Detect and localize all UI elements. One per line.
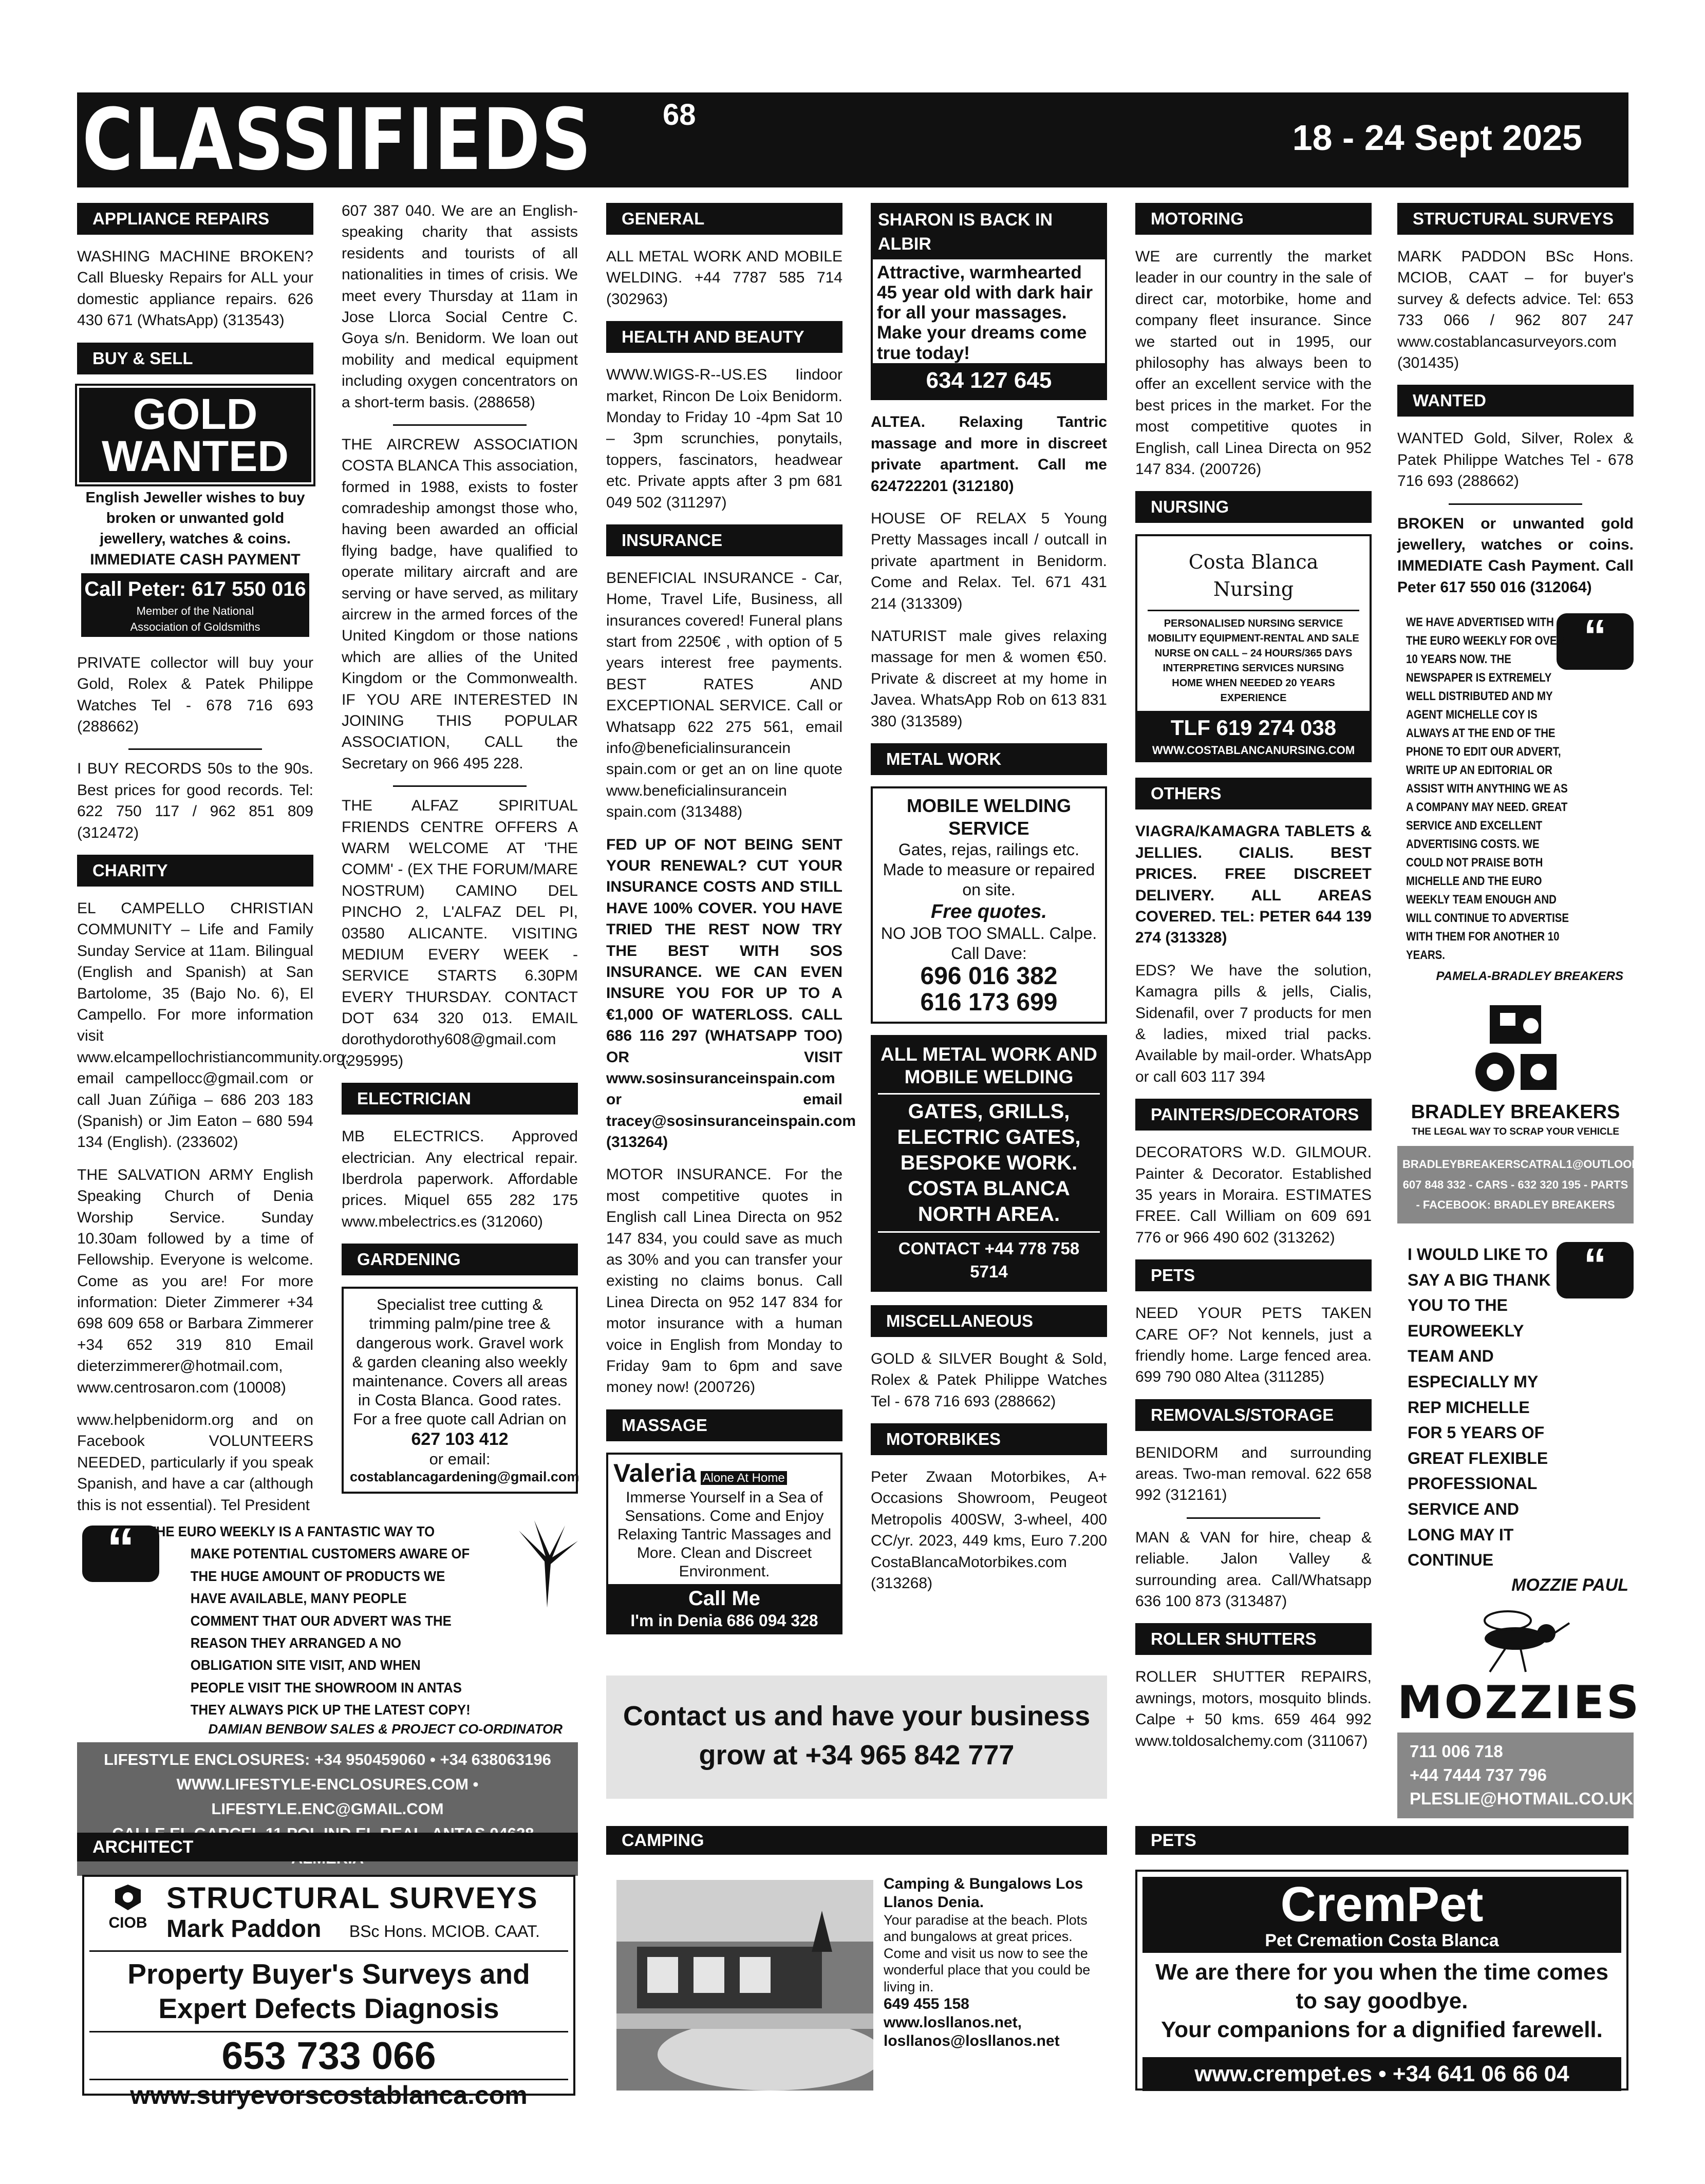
classified-ad: ALTEA. Relaxing Tantric massage and more in discreet private apartment. Call me 624722201 (312180) [871, 413, 1107, 495]
architect-heading-row [84, 1877, 573, 1943]
classified-ad: Peter Zwaan Motorbikes, A+ Occasions Showroom, Peugeot Metropolis 400SW, 3-wheel, 400 CC/yr. 2023, 449 kms, Euro 7.200 CostaBlancaMotorbikes.com (313268) [871, 1468, 1107, 1592]
quote-icon: “ [1557, 613, 1634, 670]
category-header: INSURANCE [606, 524, 842, 556]
valeria-title-row [608, 1458, 840, 1489]
welding-free: Free quotes. [931, 900, 1047, 922]
classified-ad: WANTED Gold, Silver, Rolex & Patek Philippe Watches Tel - 678 716 693 (288662) [1397, 430, 1634, 490]
classified-ad: WE are currently the market leader in our country in the sale of direct car, motorbike, home and company fleet insurance. Since we started out in 1995, our philosophy has always been to offer an excellent service with the best prices in the market. For the most competitive quotes in English, call Linea Directa on 952 147 834. (200726) [1135, 248, 1372, 478]
gardening-phone: 627 103 412 [411, 1429, 509, 1449]
lifestyle-testimonial [77, 1517, 578, 1876]
category-header: METAL WORK [871, 743, 1107, 775]
crempet-subtitle: Pet Cremation Costa Blanca [1265, 1930, 1499, 1950]
classified-ad: NEED YOUR PETS TAKEN CARE OF? Not kennels, just a friendly home. Large fenced area. 699 790 080 Altea (311285) [1135, 1305, 1372, 1386]
category-header: ARCHITECT [77, 1833, 578, 1861]
contact-banner-line-1: Contact us and have your business [623, 1701, 1091, 1731]
column-1 [77, 203, 349, 1527]
bradley-tagline: THE LEGAL WAY TO SCRAP YOUR VEHICLE [1411, 1126, 1619, 1138]
valeria-phone: I'm in Denia 686 094 328 [630, 1611, 818, 1630]
gardening-ad [342, 1287, 578, 1494]
camping-text: Your paradise at the beach. Plots and bungalows at great prices. Come and visit us now to see the wonderful place that you could be living in. [884, 1912, 1091, 1994]
camping-phone: 649 455 158 [884, 1995, 969, 2012]
mosquito-icon [1459, 1603, 1572, 1674]
camping-web: www.losllanos.net, [884, 2013, 1022, 2031]
gardening-email-label: or email: [429, 1450, 491, 1468]
sharon-body [873, 259, 1105, 363]
classified-ad: www.helpbenidorm.org and on Facebook VOLUNTEERS NEEDED, particularly if you speak Spanish, and have a car (although this is not essential). Tel President [77, 1411, 313, 1514]
gold-wanted-call-box [81, 573, 309, 637]
classified-ad: ALL METAL WORK AND MOBILE WELDING. +44 7787 585 714 (302963) [606, 248, 842, 308]
crempet-message [1137, 1958, 1626, 2045]
category-header: OTHERS [1135, 778, 1372, 809]
nursing-web: WWW.COSTABLANCANURSING.COM [1152, 744, 1355, 757]
welding-text: Gates, rejas, railings etc. Made to measure or repaired on site. [883, 840, 1095, 899]
camping-ad [606, 1875, 1107, 2096]
nursing-phone: TLF 619 274 038 [1170, 716, 1337, 740]
divider [1449, 503, 1582, 505]
ciob-label: CIOB [108, 1914, 147, 1931]
category-header: PETS [1135, 1259, 1372, 1291]
column-6 [1397, 203, 1670, 1818]
gold-wanted-title: GOLD WANTED [77, 386, 313, 484]
category-header: REMOVALS/STORAGE [1135, 1399, 1372, 1431]
architect-phone: 653 733 066 [221, 2034, 436, 2077]
category-header: ELECTRICIAN [342, 1083, 578, 1115]
camping-title: Camping & Bungalows Los Llanos Denia. [884, 1875, 1083, 1911]
allmetal-text: GATES, GRILLS, ELECTRIC GATES, BESPOKE WORK. COSTA BLANCA NORTH AREA. [878, 1099, 1100, 1233]
category-header: CAMPING [606, 1826, 1107, 1855]
quote-icon: “ [1557, 1242, 1634, 1298]
bradley-logo [1397, 1000, 1634, 1139]
classified-ad: BENIDORM and surrounding areas. Two-man removal. 622 658 992 (312161) [1135, 1444, 1372, 1504]
category-header: HEALTH AND BEAUTY [606, 321, 842, 353]
architect-desc [89, 1950, 568, 2032]
column-4 [871, 203, 1107, 1605]
welding-title: MOBILE WELDING SERVICE [907, 795, 1071, 839]
sharon-text: Attractive, warmhearted 45 year old with dark hair for all your massages. Make your dreams come true today! [877, 262, 1093, 363]
welding-phone-2: 616 173 699 [920, 988, 1058, 1016]
testimonial-signature: DAMIAN BENBOW SALES & PROJECT CO-ORDINATOR [208, 1721, 563, 1737]
quote-icon: “ [82, 1526, 159, 1582]
gold-wanted-ad [77, 386, 313, 637]
nursing-logo: Costa Blanca Nursing [1148, 541, 1359, 611]
crempet-name: CremPet [1280, 1877, 1484, 1932]
section-title: CLASSIFIEDS [82, 90, 592, 189]
classified-ad: THE SALVATION ARMY English Speaking Church of Denia Worship Service. Sunday 10.30am followed by a time of Fellowship. Everyone is welcome. Come as you are! For more information: Dieter Zimmerer +34 698 609 658 or Barbara Zimmerer +34 652 319 810 Email dieterzimmerer@hotmail.com, www.centrosaron.com (10008) [77, 1166, 313, 1396]
mozzies-phone-1: 711 006 718 [1410, 1742, 1503, 1761]
valeria-ad [606, 1453, 842, 1634]
camping-email: losllanos@losllanos.net [884, 2032, 1060, 2049]
category-header: BUY & SELL [77, 343, 313, 374]
contact-banner [606, 1675, 1107, 1799]
classified-ad: VIAGRA/KAMAGRA TABLETS & JELLIES. CIALIS. BEST PRICES. FREE DISCREET DELIVERY. ALL AREAS COVERED. TEL: PETER 644 139 274 (313328) [1135, 823, 1372, 947]
classified-ad: FED UP OF NOT BEING SENT YOUR RENEWAL? CUT YOUR INSURANCE COSTS AND STILL HAVE 100% COVER. YOU HAVE TRIED THE REST NOW TRY THE BEST WITH SOS INSURANCE. WE CAN EVEN INSURE YOU FOR UP TO A €1,000 OF WATERLOSS. CALL 686 116 297 (WHATSAPP TOO) OR VISIT www.sosinsuranceinspain.com or email tracey@sosinsuranceinspain.com (313264) [606, 836, 856, 1151]
classified-ad: DECORATORS W.D. GILMOUR. Painter & Decorator. Established 35 years in Moraira. ESTIMATES FREE. Call William on 609 691 776 or 966 490 602 (313262) [1135, 1144, 1372, 1246]
classified-ad: GOLD & SILVER Bought & Sold, Rolex & Patek Philippe Watches Tel - 678 716 693 (288662) [871, 1350, 1107, 1410]
gold-wanted-text: English Jeweller wishes to buy broken or unwanted gold jewellery, watches & coins. [85, 489, 305, 547]
valeria-call-box [608, 1584, 840, 1632]
nursing-contact-box [1137, 711, 1370, 760]
classified-ad: MB ELECTRICS. Approved electrician. Any electrical repair. Iberdrola paperwork. Affordable prices. Miquel 655 282 175 www.mbelectrics.es (312060) [342, 1128, 578, 1230]
category-header: STRUCTURAL SURVEYS [1397, 203, 1634, 235]
nursing-ad [1135, 534, 1372, 762]
classified-ad: EDS? We have the solution, Kamagra pills & jells, Cialis, Sidenafil, over 7 products for men & ladies, mixed trial packs. Available by mail-order. WhatsApp or call 603 117 394 [1135, 962, 1372, 1085]
classified-ad: WASHING MACHINE BROKEN? Call Bluesky Repairs for ALL your domestic appliance repairs. 626 430 671 (WhatsApp) (313543) [77, 248, 313, 329]
architect-line-1: Property Buyer's Surveys and [127, 1957, 530, 1990]
mozzies-email: PLESLIE@HOTMAIL.CO.UK [1410, 1789, 1634, 1809]
architect-quals: BSc Hons. MCIOB. CAAT. [349, 1922, 540, 1941]
divider [393, 785, 527, 787]
classified-ad: THE AIRCREW ASSOCIATION COSTA BLANCA This association, formed in 1988, exists to foster comradeship amongst those who, having been awarded an official flying badge, have qualified to operate military aircraft and are serving or have served, as military aircrew in the armed forces of the United Kingdom or those nations which are allies of the United Kingdom or the Commonwealth. IF YOU ARE INTERESTED IN JOINING THIS POPULAR ASSOCIATION, CALL the Secretary on 966 495 228. [342, 436, 578, 772]
testimonial-signature: PAMELA-BRADLEY BREAKERS [1436, 969, 1623, 984]
architect-title-block [161, 1882, 563, 1943]
valeria-name: Valeria [613, 1458, 697, 1488]
column-5 [1135, 203, 1372, 1763]
gold-wanted-call: Call Peter: 617 550 016 [84, 578, 306, 600]
allmetal-title: ALL METAL WORK AND MOBILE WELDING [878, 1043, 1100, 1095]
bradley-name: BRADLEY BREAKERS [1411, 1101, 1620, 1123]
category-header: GENERAL MAINTENANCE [606, 203, 842, 235]
crempet-line-1: We are there for you when the time comes [1155, 1959, 1608, 1985]
welding-ad [871, 786, 1107, 1024]
crempet-line-3: Your companions for a dignified farewell. [1161, 2017, 1603, 2043]
car-parts-icon [1464, 1000, 1567, 1093]
classified-ad: HOUSE OF RELAX 5 Young Pretty Massages incall / outcall in private apartment in Benidorm. Come and Relax. Tel. 671 431 214 (313309) [871, 510, 1107, 612]
crempet-header [1142, 1877, 1621, 1953]
mozzies-name: MOZZIES [1397, 1676, 1641, 1729]
contact-banner-line-2: grow at +34 965 842 777 [699, 1739, 1015, 1771]
valeria-tagline: Alone At Home [701, 1471, 787, 1485]
sharon-phone: 634 127 645 [873, 363, 1105, 399]
bungalow-photo-icon [616, 1880, 873, 2091]
category-header: MISCELLANEOUS [871, 1305, 1107, 1337]
gold-wanted-member: Member of the National Association of Goldsmiths [130, 605, 260, 633]
allmetal-ad [871, 1035, 1107, 1292]
category-header: PETS [1135, 1826, 1628, 1855]
gardening-text: Specialist tree cutting & trimming palm/pine tree & dangerous work. Gravel work & garden cleaning also weekly maintenance. Covers all areas in Costa Blanca. Good rates. For a free quote call Adrian on [352, 1295, 568, 1428]
welding-phone-1: 696 016 382 [920, 963, 1058, 990]
classified-ad: PRIVATE collector will buy your Gold, Rolex & Patek Philippe Watches Tel - 678 716 693 (288662) [77, 654, 313, 736]
classified-ad: I BUY RECORDS 50s to the 90s. Best prices for good records. Tel: 622 750 117 / 962 851 809 (312472) [77, 760, 313, 841]
allmetal-contact: CONTACT +44 778 758 5714 [898, 1238, 1080, 1282]
category-header: ROLLER SHUTTERS [1135, 1623, 1372, 1655]
ciob-logo [95, 1882, 161, 1931]
divider [393, 424, 527, 426]
mozzies-phone-2: +44 7444 737 796 [1410, 1765, 1547, 1785]
classified-ad: 607 387 040. We are an English-speaking charity that assists residents and tourists of all nationalities in times of crisis. We meet every Thursday at 11am in Jose Llorca Social Centre C. Goya s/n. Benidorm. We loan out mobility and medical equipment including oxygen concentrators on a short-term basis. (288658) [342, 202, 578, 411]
lifestyle-web: WWW.LIFESTYLE-ENCLOSURES.COM • LIFESTYLE.ENC@GMAIL.COM [176, 1775, 479, 1818]
crempet-line-2: to say goodbye. [1296, 1988, 1468, 2014]
classified-ad: MOTOR INSURANCE. For the most competitive quotes in English call Linea Directa on 952 147 834, you could save as much as 30% and you can transfer your existing no claims bonus. Call Linea Directa on 952 147 834 for motor insurance with a human voice in English from Monday to Friday 9am to 6pm and save money now! (200726) [606, 1166, 842, 1396]
category-header: GARDENING [342, 1244, 578, 1275]
architect-line-2: Expert Defects Diagnosis [158, 1992, 499, 2024]
mozzies-contact [1397, 1733, 1634, 1818]
divider [128, 748, 262, 750]
classified-ad: THE ALFAZ SPIRITUAL FRIENDS CENTRE OFFERS A WARM WELCOME AT 'THE COMM' - (EX THE FORUM/MARE NOSTRUM) CAMINO DEL PINCHO 2, L'ALFAZ DEL PI, 03580 ALICANTE. VISITING MEDIUM EVERY WEEK - SERVICE STARTS 6.30PM EVERY THURSDAY. CONTACT DOT 634 320 013. EMAIL dorothydorothy608@gmail.com (295995) [342, 797, 578, 1069]
architect-web: www.suryevorscostablanca.com [89, 2079, 568, 2110]
ciob-crest-icon [105, 1882, 151, 1913]
testimonial-signature: MOZZIE PAUL [1511, 1575, 1628, 1595]
classified-ad: MAN & VAN for hire, cheap & reliable. Jalon Valley & surrounding area. Call/Whatsapp 636 100 873 (313487) [1135, 1529, 1372, 1610]
camping-text-block [884, 1875, 1104, 2050]
classified-ad: BENEFICIAL INSURANCE - Car, Home, Travel Life, Business, all insurances covered! Funeral plans start from 2250€ , with option of 5 years interest free payments. BEST RATES AND EXCEPTIONAL SERVICE. Call or Whatsapp 622 275 561, email info@beneficialinsurancein spain.com or get an on line quote www.beneficialinsurancein spain.com (313488) [606, 569, 842, 821]
divider [1187, 1517, 1320, 1519]
valeria-call: Call Me [688, 1587, 761, 1610]
classified-ad: BROKEN or unwanted gold jewellery, watches or coins. IMMEDIATE Cash Payment. Call Peter 617 550 016 (312064) [1397, 515, 1634, 596]
nursing-text: PERSONALISED NURSING SERVICE MOBILITY EQUIPMENT-RENTAL AND SALE NURSE ON CALL – 24 HOURS/365 DAYS INTERPRETING SERVICES NURSING HOME WHEN NEEDED 20 YEARS EXPERIENCE [1148, 618, 1359, 704]
architect-name-row [166, 1915, 563, 1943]
crempet-ad [1135, 1870, 1628, 2091]
classified-ad: EL CAMPELLO CHRISTIAN COMMUNITY – Life and Family Sunday Service at 11am. Bilingual (English and Spanish) at San Bartolome, 35 (Bajo No. 6), El Campello. For more information visit www.elcampellochristiancommunity.org, email campellocc@gmail.com or call Juan Zúñiga – 686 203 183 (Spanish) or Jim Eaton – 680 594 134 (English). (233602) [77, 900, 349, 1151]
architect-title: STRUCTURAL SURVEYS [166, 1881, 538, 1915]
column-2 [342, 200, 578, 1505]
gold-wanted-cash: IMMEDIATE CASH PAYMENT [90, 551, 301, 568]
page-number: 68 [663, 98, 696, 131]
mozzies-logo [1397, 1603, 1641, 1729]
category-header: WANTED [1397, 385, 1634, 417]
classified-ad: NATURIST male gives relaxing massage for men & women €50. Private & discreet at my home in Javea. WhatsApp Rob on 613 831 380 (313589) [871, 627, 1107, 730]
column-3 [606, 203, 856, 1646]
classified-ad: ROLLER SHUTTER REPAIRS, awnings, motors, mosquito blinds. Calpe + 50 kms. 659 464 992 www.toldosalchemy.com (311067) [1135, 1668, 1372, 1749]
category-header: APPLIANCE REPAIRS [77, 203, 313, 235]
architect-name: Mark Paddon [166, 1915, 322, 1943]
testimonial-text: WE HAVE ADVERTISED WITH THE EURO WEEKLY FOR OVER 10 YEARS NOW. THE NEWSPAPER IS EXTREMELY WELL DISTRIBUTED AND MY AGENT MICHELLE COY IS ALWAYS AT THE END OF THE PHONE TO EDIT OUR ADVERT, WRITE UP AN EDITORIAL OR ASSIST WITH ANYTHING WE AS A COMPANY MAY NEED. GREAT SERVICE AND EXCELLENT ADVERTISING COSTS. WE COULD NOT PRAISE BOTH MICHELLE AND THE EURO WEEKLY TEAM ENOUGH AND WILL CONTINUE TO ADVERTISE WITH THEM FOR ANOTHER 10 YEARS. [1406, 615, 1569, 963]
sharon-header: SHARON IS BACK IN ALBIR [873, 205, 1105, 259]
lifestyle-phone: LIFESTYLE ENCLOSURES: +34 950459060 • +34 638063196 [104, 1750, 551, 1768]
classified-ad: MARK PADDON BSc Hons. MCIOB, CAAT – for buyer's survey & defects advice. Tel: 653 733 066 / 962 807 247 www.costablancasurveyors.com (301435) [1397, 248, 1634, 371]
category-header: NURSING [1135, 491, 1372, 523]
sharon-ad [871, 203, 1107, 400]
valeria-text: Immerse Yourself in a Sea of Sensations. Come and Enjoy Relaxing Tantric Massages and More. Clean and Discreet Environment. [617, 1489, 832, 1580]
category-header: MOTORING [1135, 203, 1372, 235]
category-header: MASSAGE [606, 1409, 842, 1441]
issue-date: 18 - 24 Sept 2025 [1292, 118, 1582, 158]
category-header: MOTORBIKES [871, 1423, 1107, 1455]
category-header: PAINTERS/DECORATORS [1135, 1099, 1372, 1131]
category-header: CHARITY [77, 855, 313, 887]
classified-ad: WWW.WIGS-R--US.ES Iindoor market, Rincon De Loix Benidorm. Monday to Friday 10 -4pm Sat 10 – 3pm scrunchies, ponytails, toppers, fascinators, headwear etc. Private appts after 3 pm 681 049 502 (311297) [606, 366, 842, 511]
crempet-contact: www.crempet.es • +34 641 06 66 04 [1142, 2057, 1621, 2091]
architect-ad [82, 1875, 575, 2110]
bradley-contact: BRADLEYBREAKERSCATRAL1@OUTLOOK.COM 607 848 332 - CARS - 632 320 195 - PARTS - FACEBOOK: BRADLEY BREAKERS [1397, 1146, 1634, 1223]
camping-photo [616, 1880, 873, 2091]
masthead [77, 92, 1628, 187]
gardening-email: costablancagardening@gmail.com [350, 1469, 579, 1485]
welding-small: NO JOB TOO SMALL. Calpe. Call Dave: [880, 924, 1097, 963]
testimonial-text: I WOULD LIKE TO SAY A BIG THANK YOU TO THE EUROWEEKLY TEAM AND ESPECIALLY MY REP MICHELLE FOR 5 YEARS OF GREAT FLEXIBLE PROFESSIONAL SERVICE AND LONG MAY IT CONTINUE [1408, 1245, 1551, 1570]
testimonial-mozzies [1397, 1239, 1641, 1818]
testimonial-text: THE EURO WEEKLY IS A FANTASTIC WAY TO MAKE POTENTIAL CUSTOMERS AWARE OF THE HUGE AMOUNT OF PRODUCTS WE HAVE AVAILABLE, MANY PEOPLE COMMENT THAT OUR ADVERT WAS THE REASON THEY ARRANGED A NO OBLIGATION SITE VISIT, AND WHEN PEOPLE VISIT THE SHOWROOM IN ANTAS THEY ALWAYS PICK UP THE LATEST COPY! [148, 1523, 471, 1718]
testimonial-bradley [1397, 611, 1670, 1223]
